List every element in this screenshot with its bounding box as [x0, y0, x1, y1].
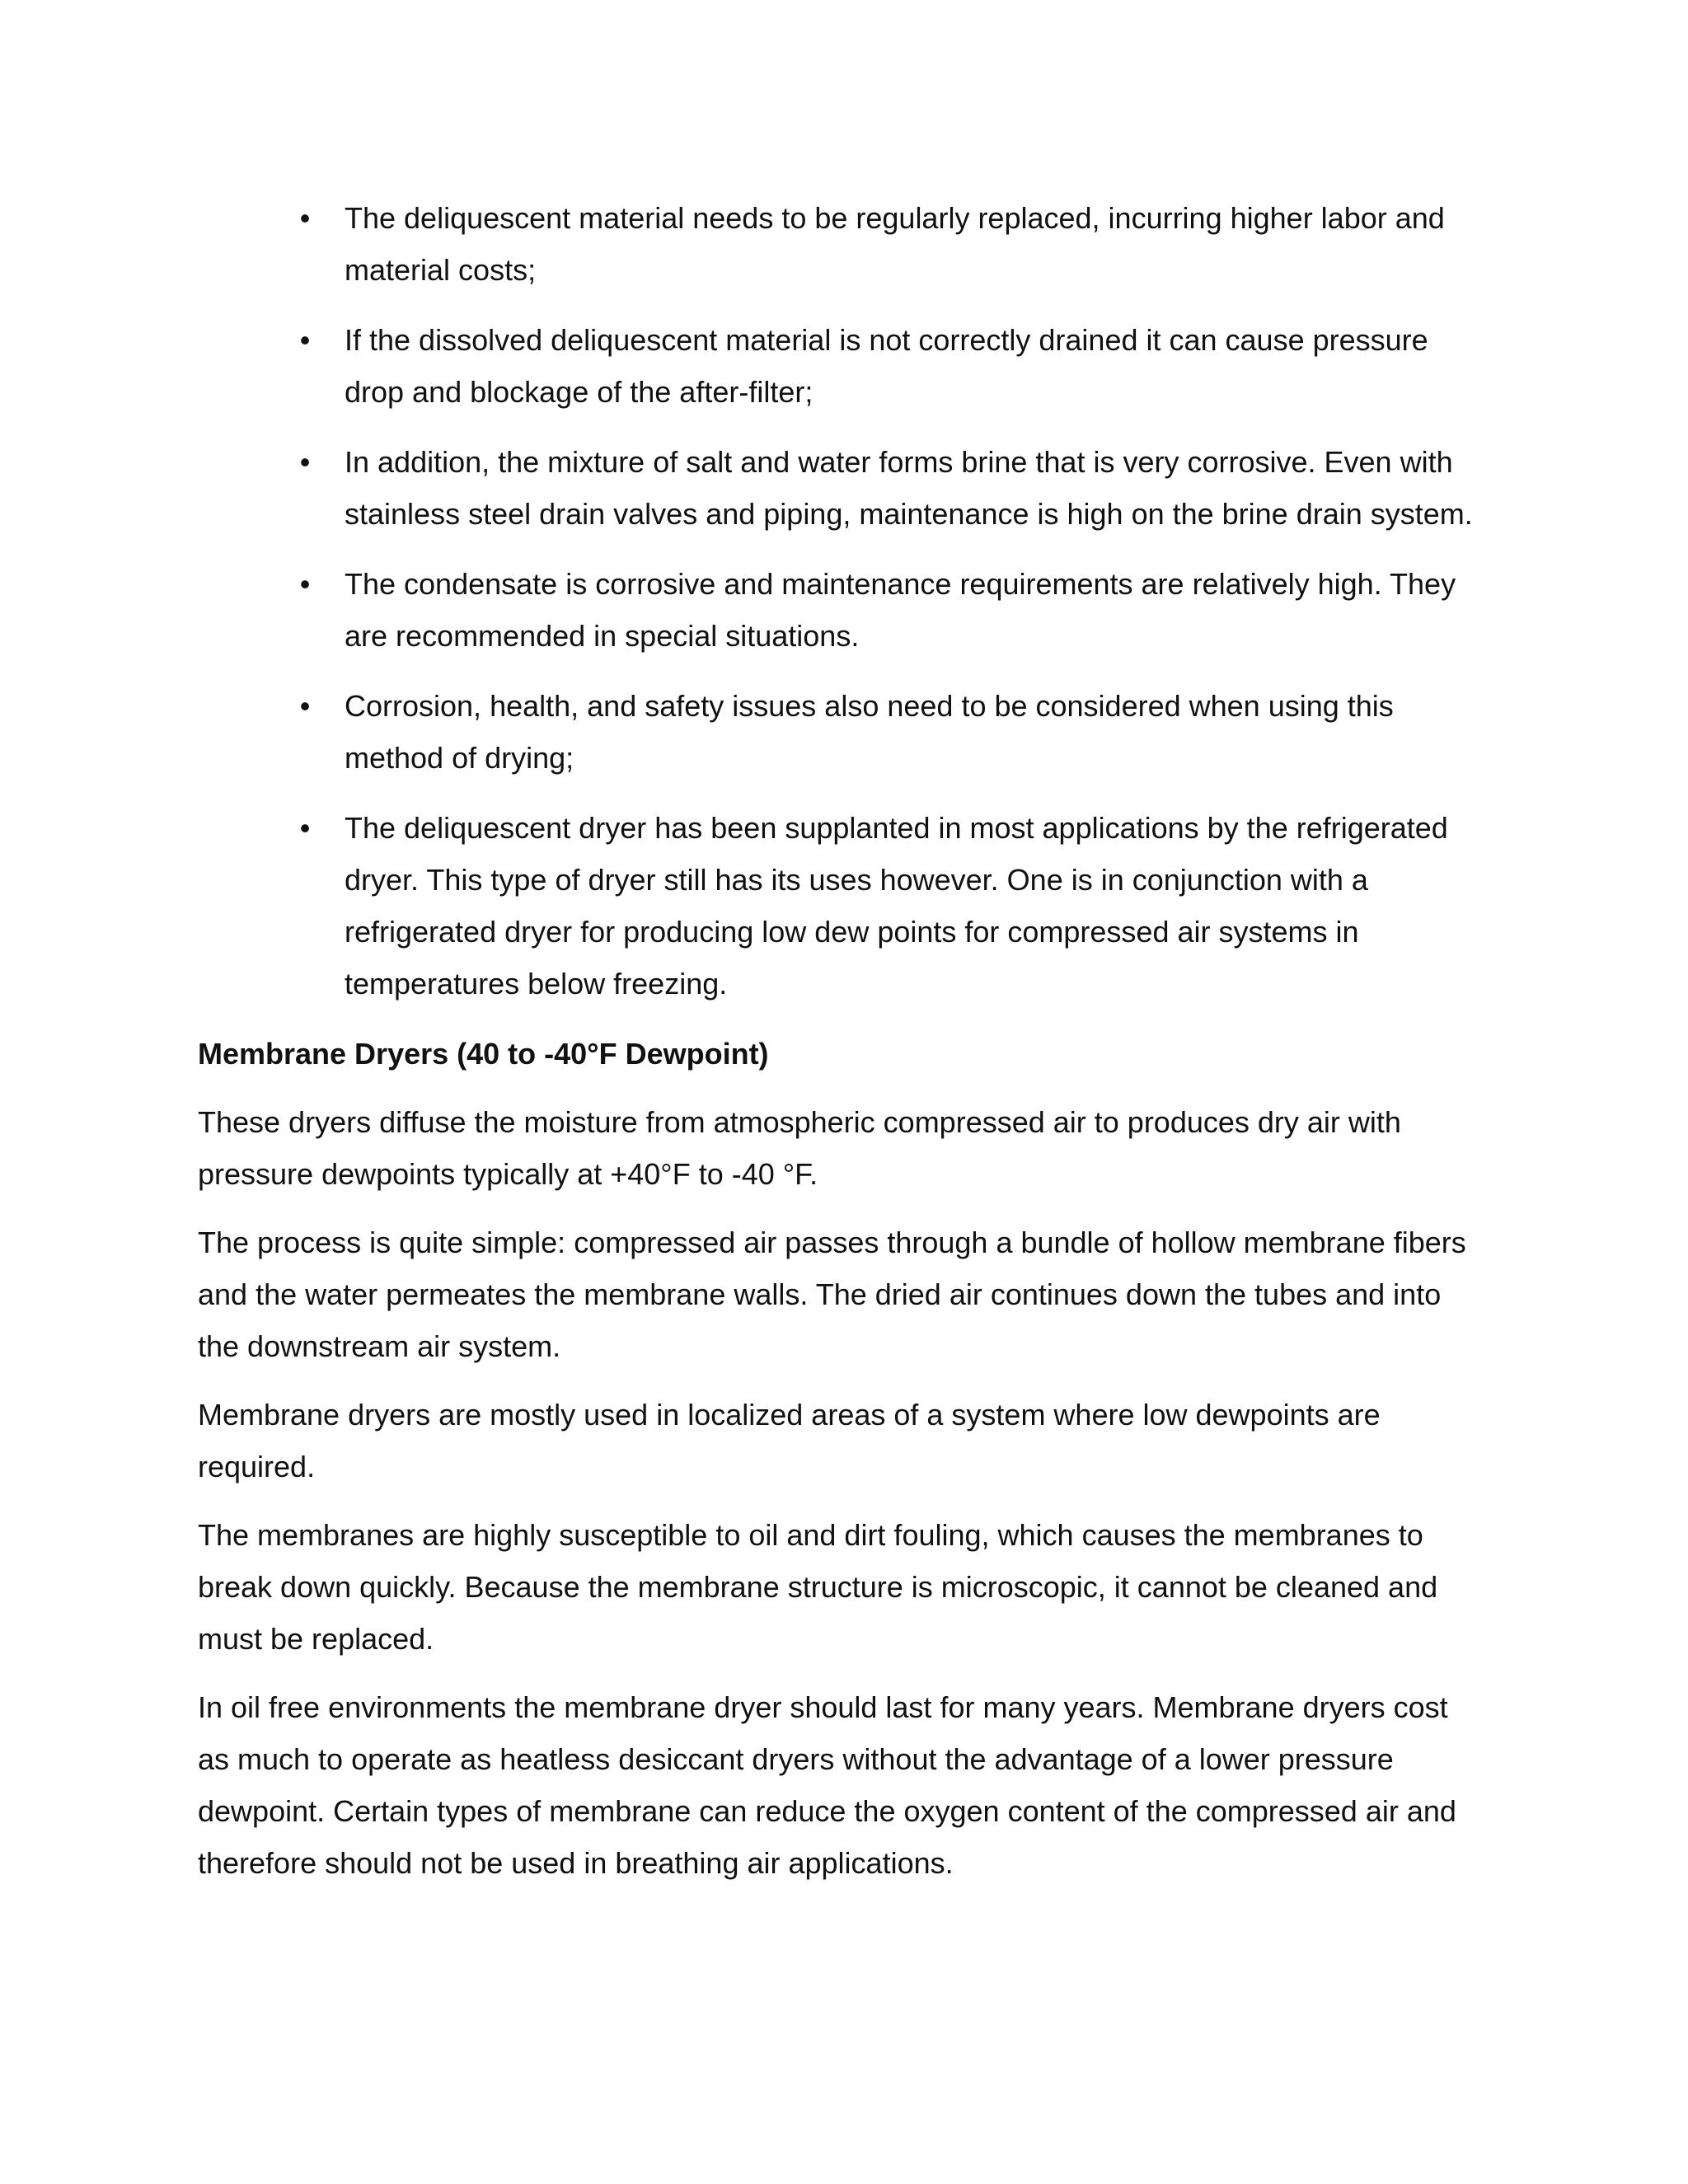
- page-content: [198, 192, 1484, 1905]
- bullet-item: [198, 192, 1484, 296]
- body-paragraph: The process is quite simple: compressed air passes through a bundle of hollow membrane fibers and the water permeates the membrane walls. The dried air continues down the tubes and into the downstream air system.: [198, 1226, 1466, 1363]
- body-paragraph: In oil free environments the membrane dryer should last for many years. Membrane dryers cost as much to operate as heatless desiccant dryers without the advantage of a lower pressure dewpoint. Certain types of membrane can reduce the oxygen content of the compressed air and therefore should not be used in breathing air applications.: [198, 1690, 1456, 1880]
- bullet-dot-icon: •: [299, 567, 311, 601]
- bullet-item: [198, 436, 1484, 540]
- bullet-text: If the dissolved deliquescent material is not correctly drained it can cause pressure drop and blockage of the after-filter;: [345, 323, 1428, 409]
- bullet-item: [198, 558, 1484, 662]
- body-paragraph: These dryers diffuse the moisture from atmospheric compressed air to produces dry air with pressure dewpoints typically at +40°F to -40 °F.: [198, 1105, 1401, 1191]
- bullet-dot-icon: •: [299, 689, 311, 723]
- body-paragraph: Membrane dryers are mostly used in localized areas of a system where low dewpoints are required.: [198, 1398, 1381, 1483]
- bullet-item: [198, 680, 1484, 784]
- bullet-dot-icon: •: [299, 201, 311, 235]
- bullet-item: [198, 802, 1484, 1010]
- bullet-item: [198, 314, 1484, 418]
- bullet-text: The condensate is corrosive and maintenance requirements are relatively high. They are recommended in special situations.: [345, 567, 1456, 653]
- body-paragraph: The membranes are highly susceptible to oil and dirt fouling, which causes the membranes to break down quickly. Because the membrane structure is microscopic, it cannot be cleaned and must be replaced.: [198, 1518, 1438, 1656]
- section-heading: Membrane Dryers (40 to -40°F Dewpoint): [198, 1037, 769, 1071]
- bullet-text: Corrosion, health, and safety issues also need to be considered when using this method of drying;: [345, 689, 1394, 775]
- bullet-dot-icon: •: [299, 811, 311, 845]
- bullet-text: The deliquescent material needs to be regularly replaced, incurring higher labor and material costs;: [345, 201, 1445, 287]
- bullet-list: [198, 192, 1484, 1010]
- bullet-dot-icon: •: [299, 445, 311, 479]
- bullet-text: The deliquescent dryer has been supplanted in most applications by the refrigerated dryer. This type of dryer still has its uses however. One is in conjunction with a refrigerated dryer for producing low dew points for compressed air systems in temperatures below freezing.: [345, 811, 1448, 1001]
- bullet-dot-icon: •: [299, 323, 311, 357]
- bullet-text: In addition, the mixture of salt and water forms brine that is very corrosive. Even with stainless steel drain valves and piping, maintenance is high on the brine drain system.: [345, 445, 1473, 531]
